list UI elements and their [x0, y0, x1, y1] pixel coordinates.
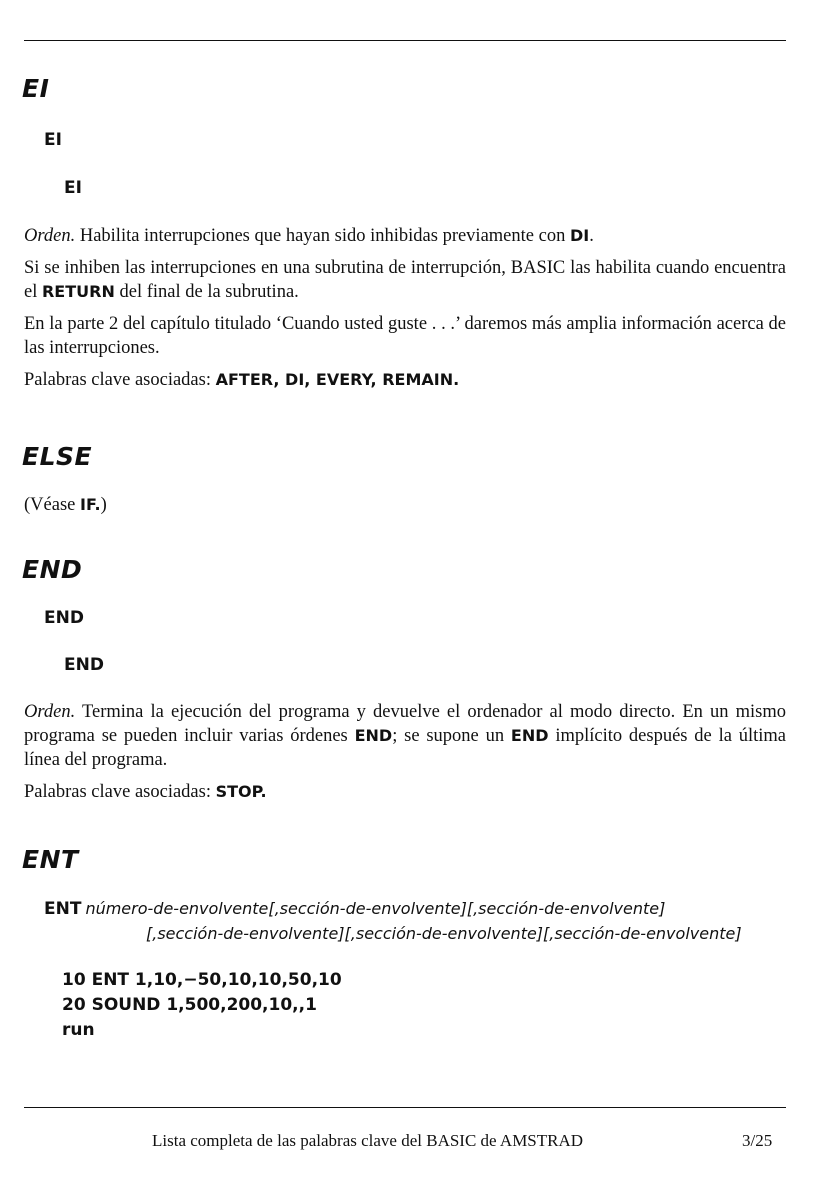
type-label: Orden.	[24, 226, 76, 246]
keyword-return: RETURN	[41, 282, 115, 301]
keyword-end: END	[510, 726, 549, 745]
syntax-ent-line-2: [,sección-de-envolvente][,sección-de-envolvente][,sección-de-envolvente]	[146, 924, 742, 943]
keyword-end: END	[354, 726, 393, 745]
keyword-if: IF.	[79, 495, 101, 514]
ei-p2-text: Si se inhiben las interrupciones en una subrutina de interrupción, BASIC las habilita cuando encuentra el	[24, 258, 786, 302]
end-desc-text: Termina la ejecución del programa y devuelve el ordenador al modo directo. En un mismo programa se pueden incluir varias órdenes	[24, 702, 786, 746]
ei-desc-text: Habilita interrupciones que hayan sido inhibidas previamente con	[79, 226, 566, 246]
end-desc-mid: ; se supone un	[392, 726, 505, 746]
end-assoc-keywords: STOP.	[215, 782, 267, 801]
syntax-ent-params-1: número-de-envolvente[,sección-de-envolvente][,sección-de-envolvente]	[85, 899, 666, 918]
heading-ent: ENT	[22, 845, 79, 874]
code-line-1: 10 ENT 1,10,−50,10,10,50,10	[62, 970, 342, 990]
example-ei: EI	[64, 178, 82, 198]
ei-description: Orden. Habilita interrupciones que hayan sido inhibidas previamente con DI. Si se inhiben las interrupciones en una subrutina de interrupción, BASIC las habilita cuando encuentra el RETURN del final de la subrutina. En la parte 2 del capítulo titulado ‘Cuando usted guste . . .’ daremos más amplia información acerca de las interrupciones. Palabras clave asociadas: AFTER, DI, EVERY, REMAIN.	[24, 226, 786, 390]
footer-title: Lista completa de las palabras clave del BASIC de AMSTRAD	[152, 1131, 584, 1150]
keyword-di: DI	[569, 226, 590, 245]
heading-ei: EI	[22, 74, 50, 103]
bottom-rule	[24, 1107, 786, 1108]
assoc-label: Palabras clave asociadas:	[24, 370, 211, 390]
ei-p3: En la parte 2 del capítulo titulado ‘Cuando usted guste . . .’ daremos más amplia información acerca de las interrupciones.	[24, 314, 786, 358]
keyword-ent: ENT	[44, 899, 82, 919]
heading-else: ELSE	[22, 442, 93, 471]
else-see-text: (Véase	[24, 495, 76, 515]
top-rule	[24, 40, 786, 41]
ei-assoc-keywords: AFTER, DI, EVERY, REMAIN.	[215, 370, 460, 389]
syntax-ent-line-1	[44, 899, 665, 919]
example-end: END	[64, 655, 104, 675]
else-see	[24, 493, 786, 525]
assoc-label: Palabras clave asociadas:	[24, 782, 211, 802]
page-number: 3/25	[742, 1131, 773, 1150]
else-see-close: )	[100, 495, 107, 515]
end-description	[24, 700, 786, 812]
code-line-2: 20 SOUND 1,500,200,10,,1	[62, 995, 317, 1015]
syntax-end: END	[44, 608, 84, 628]
code-line-3: run	[62, 1020, 95, 1040]
syntax-ei: EI	[44, 130, 62, 150]
ei-p2-end: del final de la subrutina.	[119, 282, 299, 302]
end-desc-end: implícito después de la última línea del programa.	[24, 726, 787, 770]
type-label: Orden.	[24, 702, 76, 722]
heading-end: END	[22, 555, 83, 584]
